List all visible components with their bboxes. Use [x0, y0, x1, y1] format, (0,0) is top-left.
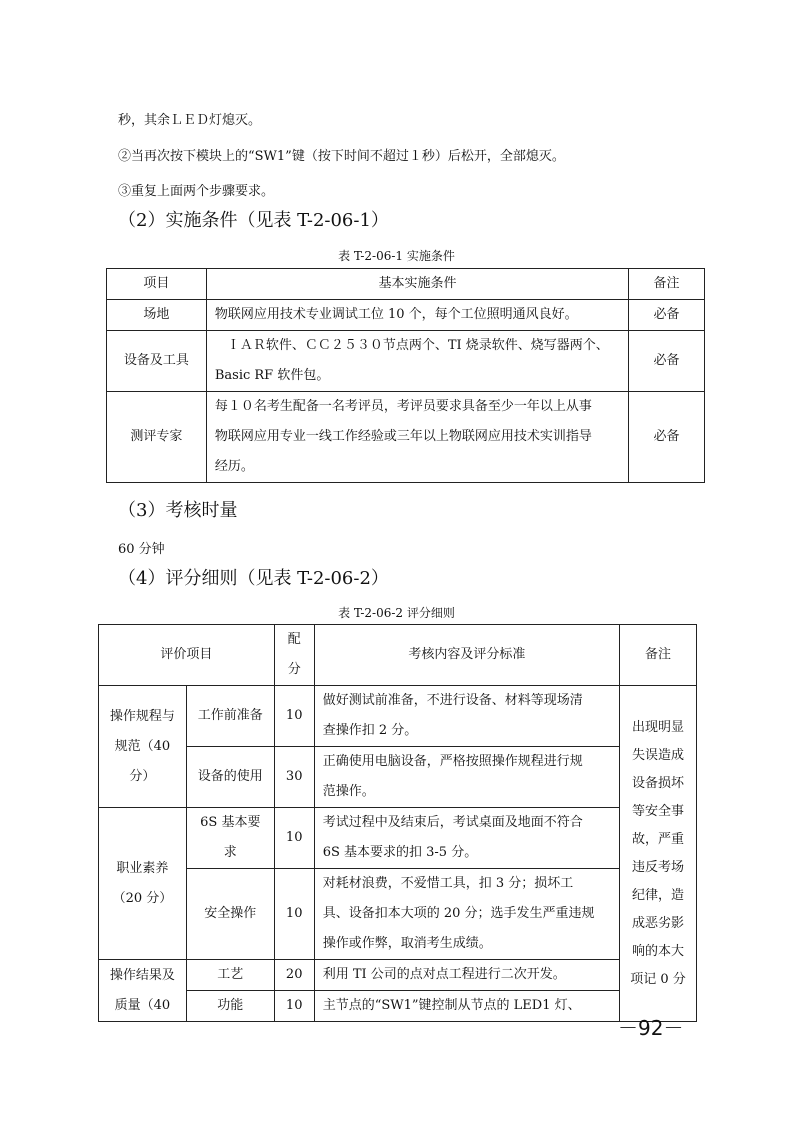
table-row: [99, 747, 697, 808]
cell-line: 设备损坏: [632, 775, 685, 791]
cell-line: 成恶劣影: [632, 915, 685, 931]
group-cell: [99, 686, 187, 808]
table-cell: 30: [274, 747, 314, 808]
table-cell: 10: [274, 991, 314, 1022]
heading-scoring-rules: （4）评分细则（见表 T-2-06-2）: [118, 568, 389, 589]
cell-line: 6S 基本要: [200, 815, 261, 830]
group-cell: [99, 960, 187, 1022]
text-line-2: ②当再次按下模块上的“SW1”键（按下时间不超过１秒）后松开，全部熄灭。: [118, 149, 565, 164]
table-cell: [206, 331, 628, 392]
cell-line: 考试过程中及结束后，考试桌面及地面不符合: [322, 815, 583, 830]
group-cell: [99, 808, 187, 960]
cell-line: 出现明显: [632, 719, 685, 735]
cell-line: （20 分）: [112, 890, 173, 906]
table-cell: [186, 808, 274, 869]
table-cell: 设备的使用: [186, 747, 274, 808]
table1-caption: 表 T-2-06-1 实施条件: [338, 249, 455, 263]
table-cell: [314, 808, 619, 869]
table-cell: [314, 960, 619, 991]
scoring-table: [98, 624, 697, 1022]
cell-line: 响的本大: [632, 943, 685, 959]
note-cell: [620, 686, 697, 1022]
table-cell: 20: [274, 960, 314, 991]
cell-line: 6S 基本要求的扣 3-5 分。: [322, 845, 478, 860]
header-cell: 基本实施条件: [206, 269, 628, 300]
heading-implementation-conditions: （2）实施条件（见表 T-2-06-1）: [118, 210, 389, 231]
table-cell: 工作前准备: [186, 686, 274, 747]
table-row: [99, 686, 697, 747]
cell-line: 对耗材浪费，不爱惜工具，扣 3 分；损坏工: [322, 876, 574, 891]
cell-line: 等安全事: [632, 803, 685, 819]
cell-line: 具、设备扣本大项的 20 分；选手发生严重违规: [322, 906, 595, 921]
table-cell: 10: [274, 808, 314, 869]
table-row: [99, 991, 697, 1022]
header-cell: 考核内容及评分标准: [314, 625, 619, 686]
table-row: [107, 300, 705, 331]
table-cell: 必备: [629, 392, 705, 483]
duration-text: 60 分钟: [118, 542, 165, 557]
header-cell: 备注: [620, 625, 697, 686]
table-row: [99, 960, 697, 991]
cell-line: 故，严重: [632, 831, 685, 847]
cell-line: 求: [223, 845, 237, 860]
cell-line: 物联网应用技术专业调试工位 10 个，每个工位照明通风良好。: [214, 307, 578, 322]
table-cell: [206, 392, 628, 483]
table-row: [107, 331, 705, 392]
table-cell: [314, 991, 619, 1022]
table-cell: 场地: [107, 300, 207, 331]
table-cell: 必备: [629, 300, 705, 331]
text-line-3: ③重复上面两个步骤要求。: [118, 184, 275, 199]
text-line-1: 秒，其余ＬＥＤ灯熄灭。: [118, 113, 262, 128]
table-cell: 10: [274, 686, 314, 747]
cell-line: 物联网应用专业一线工作经验或三年以上物联网应用技术实训指导: [214, 429, 592, 444]
table-cell: [206, 300, 628, 331]
cell-line: 范操作。: [322, 784, 375, 799]
table-row: [107, 269, 705, 300]
cell-line: 失误造成: [632, 747, 685, 763]
cell-line: 做好测试前准备，不进行设备、材料等现场清: [322, 693, 583, 708]
cell-line: 操作或作弊，取消考生成绩。: [322, 936, 492, 951]
table-cell: [314, 869, 619, 960]
page-number: －92－: [618, 1016, 684, 1040]
table-row: [107, 392, 705, 483]
cell-line: 规范（40: [114, 738, 171, 754]
header-cell: 配分: [274, 625, 314, 686]
cell-line: ＩＡＲ软件、ＣＣ２５３０节点两个、TI 烧录软件、烧写器两个、: [226, 338, 609, 353]
table-cell: [314, 747, 619, 808]
conditions-table: [106, 268, 705, 483]
cell-line: 查操作扣 2 分。: [322, 723, 418, 738]
cell-line: 项记 0 分: [630, 971, 686, 987]
table-cell: [314, 686, 619, 747]
heading-exam-duration: （3）考核时量: [118, 500, 238, 521]
table-cell: 必备: [629, 331, 705, 392]
cell-line: 操作规程与: [109, 708, 175, 724]
cell-line: 正确使用电脑设备，严格按照操作规程进行规: [322, 754, 583, 769]
header-cell: 备注: [629, 269, 705, 300]
cell-line: 经历。: [214, 459, 254, 474]
cell-line: 违反考场: [632, 859, 685, 875]
cell-line: 主节点的“SW1”键控制从节点的 LED1 灯、: [322, 998, 581, 1013]
header-cell: 评价项目: [99, 625, 275, 686]
table-row: [99, 869, 697, 960]
cell-line: Basic RF 软件包。: [214, 368, 330, 383]
cell-line: 利用 TI 公司的点对点工程进行二次开发。: [322, 967, 566, 982]
table-row: [99, 625, 697, 686]
table-cell: 安全操作: [186, 869, 274, 960]
table-cell: 设备及工具: [107, 331, 207, 392]
cell-line: 职业素养: [116, 860, 169, 876]
cell-line: 纪律，造: [632, 887, 685, 903]
table-cell: 功能: [186, 991, 274, 1022]
cell-line: 操作结果及: [109, 967, 175, 983]
table-cell: 测评专家: [107, 392, 207, 483]
header-cell: 项目: [107, 269, 207, 300]
table2-caption: 表 T-2-06-2 评分细则: [338, 606, 455, 620]
cell-line: 质量（40: [114, 997, 171, 1013]
table-row: [99, 808, 697, 869]
table-cell: 工艺: [186, 960, 274, 991]
table-cell: 10: [274, 869, 314, 960]
cell-line: 分）: [129, 768, 156, 784]
cell-line: 每１０名考生配备一名考评员，考评员要求具备至少一年以上从事: [214, 399, 592, 414]
